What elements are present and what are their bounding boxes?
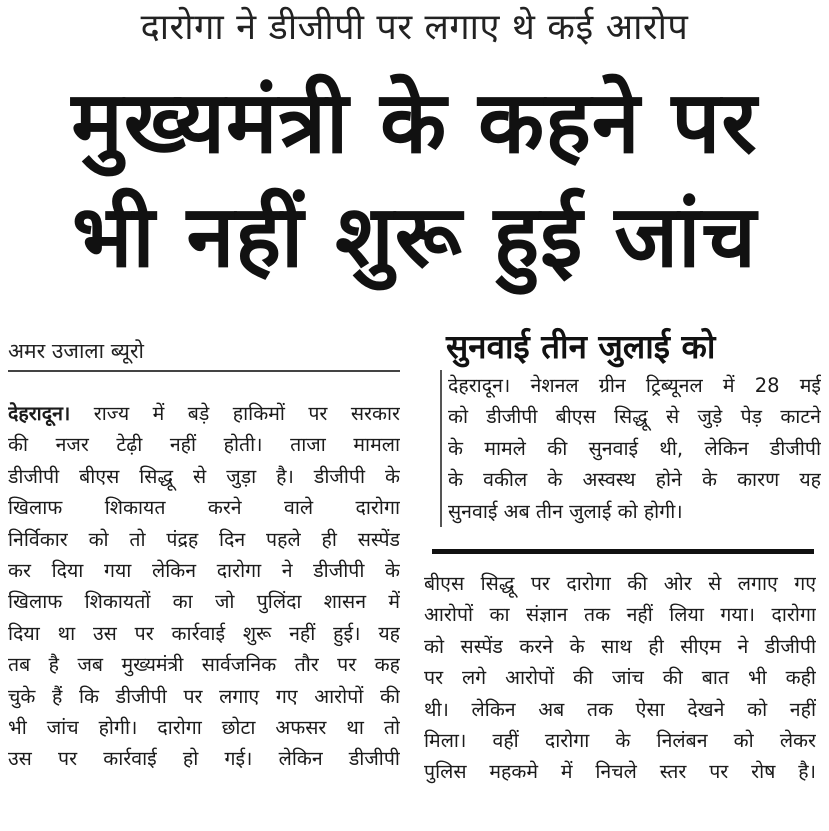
body-line: को सस्पेंड करने के साथ ही सीएम ने डीजीपी — [424, 634, 816, 658]
body-line: चुके हैं कि डीजीपी पर लगाए गए आरोपों की — [8, 684, 400, 708]
right-column — [424, 568, 816, 788]
body-line: भी जांच होगी। दारोगा छोटा अफसर था तो — [8, 715, 400, 739]
headline-line-2: भी नहीं शुरू हुई जांच — [71, 187, 758, 287]
box-line: के मामले की सुनवाई थी, लेकिन डीजीपी — [448, 436, 821, 460]
body-line: मिला। वहीं दारोगा के निलंबन को लेकर — [424, 728, 816, 752]
dateline: देहरादून। — [8, 402, 71, 425]
body-line: तब है जब मुख्यमंत्री सार्वजनिक तौर पर कह — [8, 653, 400, 677]
box-line: सुनवाई अब तीन जुलाई को होगी। — [448, 499, 683, 523]
left-column — [8, 398, 400, 775]
body-line: खिलाफ शिकायत करने वाले दारोगा — [8, 496, 400, 520]
box-line: के वकील के अस्वस्थ होने के कारण यह — [448, 468, 821, 492]
body-line: डीजीपी बीएस सिद्धू से जुड़ा है। डीजीपी के — [8, 464, 400, 488]
body-line: देहरादून। राज्य में बड़े हाकिमों पर सरकार — [8, 402, 400, 425]
body-line: बीएस सिद्धू पर दारोगा की ओर से लगाए गए — [424, 572, 816, 595]
body-line: थी। लेकिन अब तक ऐसा देखने को नहीं — [424, 697, 816, 721]
box-line: देहरादून। नेशनल ग्रीन ट्रिब्यूनल में 28 मई — [448, 374, 821, 397]
body-line: पर लगे आरोपों की जांच की बात भी कही — [424, 666, 816, 690]
body-line: पुलिस महकमे में निचले स्तर पर रोष है। — [424, 760, 816, 784]
body-line: निर्विकार को तो पंद्रह दिन पहले ही सस्पेंड — [8, 527, 400, 551]
box-title: सुनवाई तीन जुलाई को — [446, 327, 716, 366]
section-divider — [432, 549, 814, 554]
byline: अमर उजाला ब्यूरो — [8, 336, 400, 372]
kicker-headline: दारोगा ने डीजीपी पर लगाए थे कई आरोप — [140, 7, 689, 48]
body-line: आरोपों का संज्ञान तक नहीं लिया गया। दारोगा — [424, 603, 816, 627]
body-line: उस पर कार्रवाई हो गई। लेकिन डीजीपी — [8, 747, 400, 771]
body-line: की नजर टेढ़ी नहीं होती। ताजा मामला — [8, 433, 400, 457]
body-line: खिलाफ शिकायतों का जो पुलिंदा शासन में — [8, 590, 400, 614]
body-line: कर दिया गया लेकिन दारोगा ने डीजीपी के — [8, 558, 400, 582]
body-line: दिया था उस पर कार्रवाई शुरू नहीं हुई। यह — [8, 621, 400, 645]
sidebar-box — [440, 370, 821, 527]
headline-line-1: मुख्यमंत्री के कहने पर — [71, 73, 758, 173]
box-line: को डीजीपी बीएस सिद्धू से जुड़े पेड़ काटने — [448, 405, 821, 429]
